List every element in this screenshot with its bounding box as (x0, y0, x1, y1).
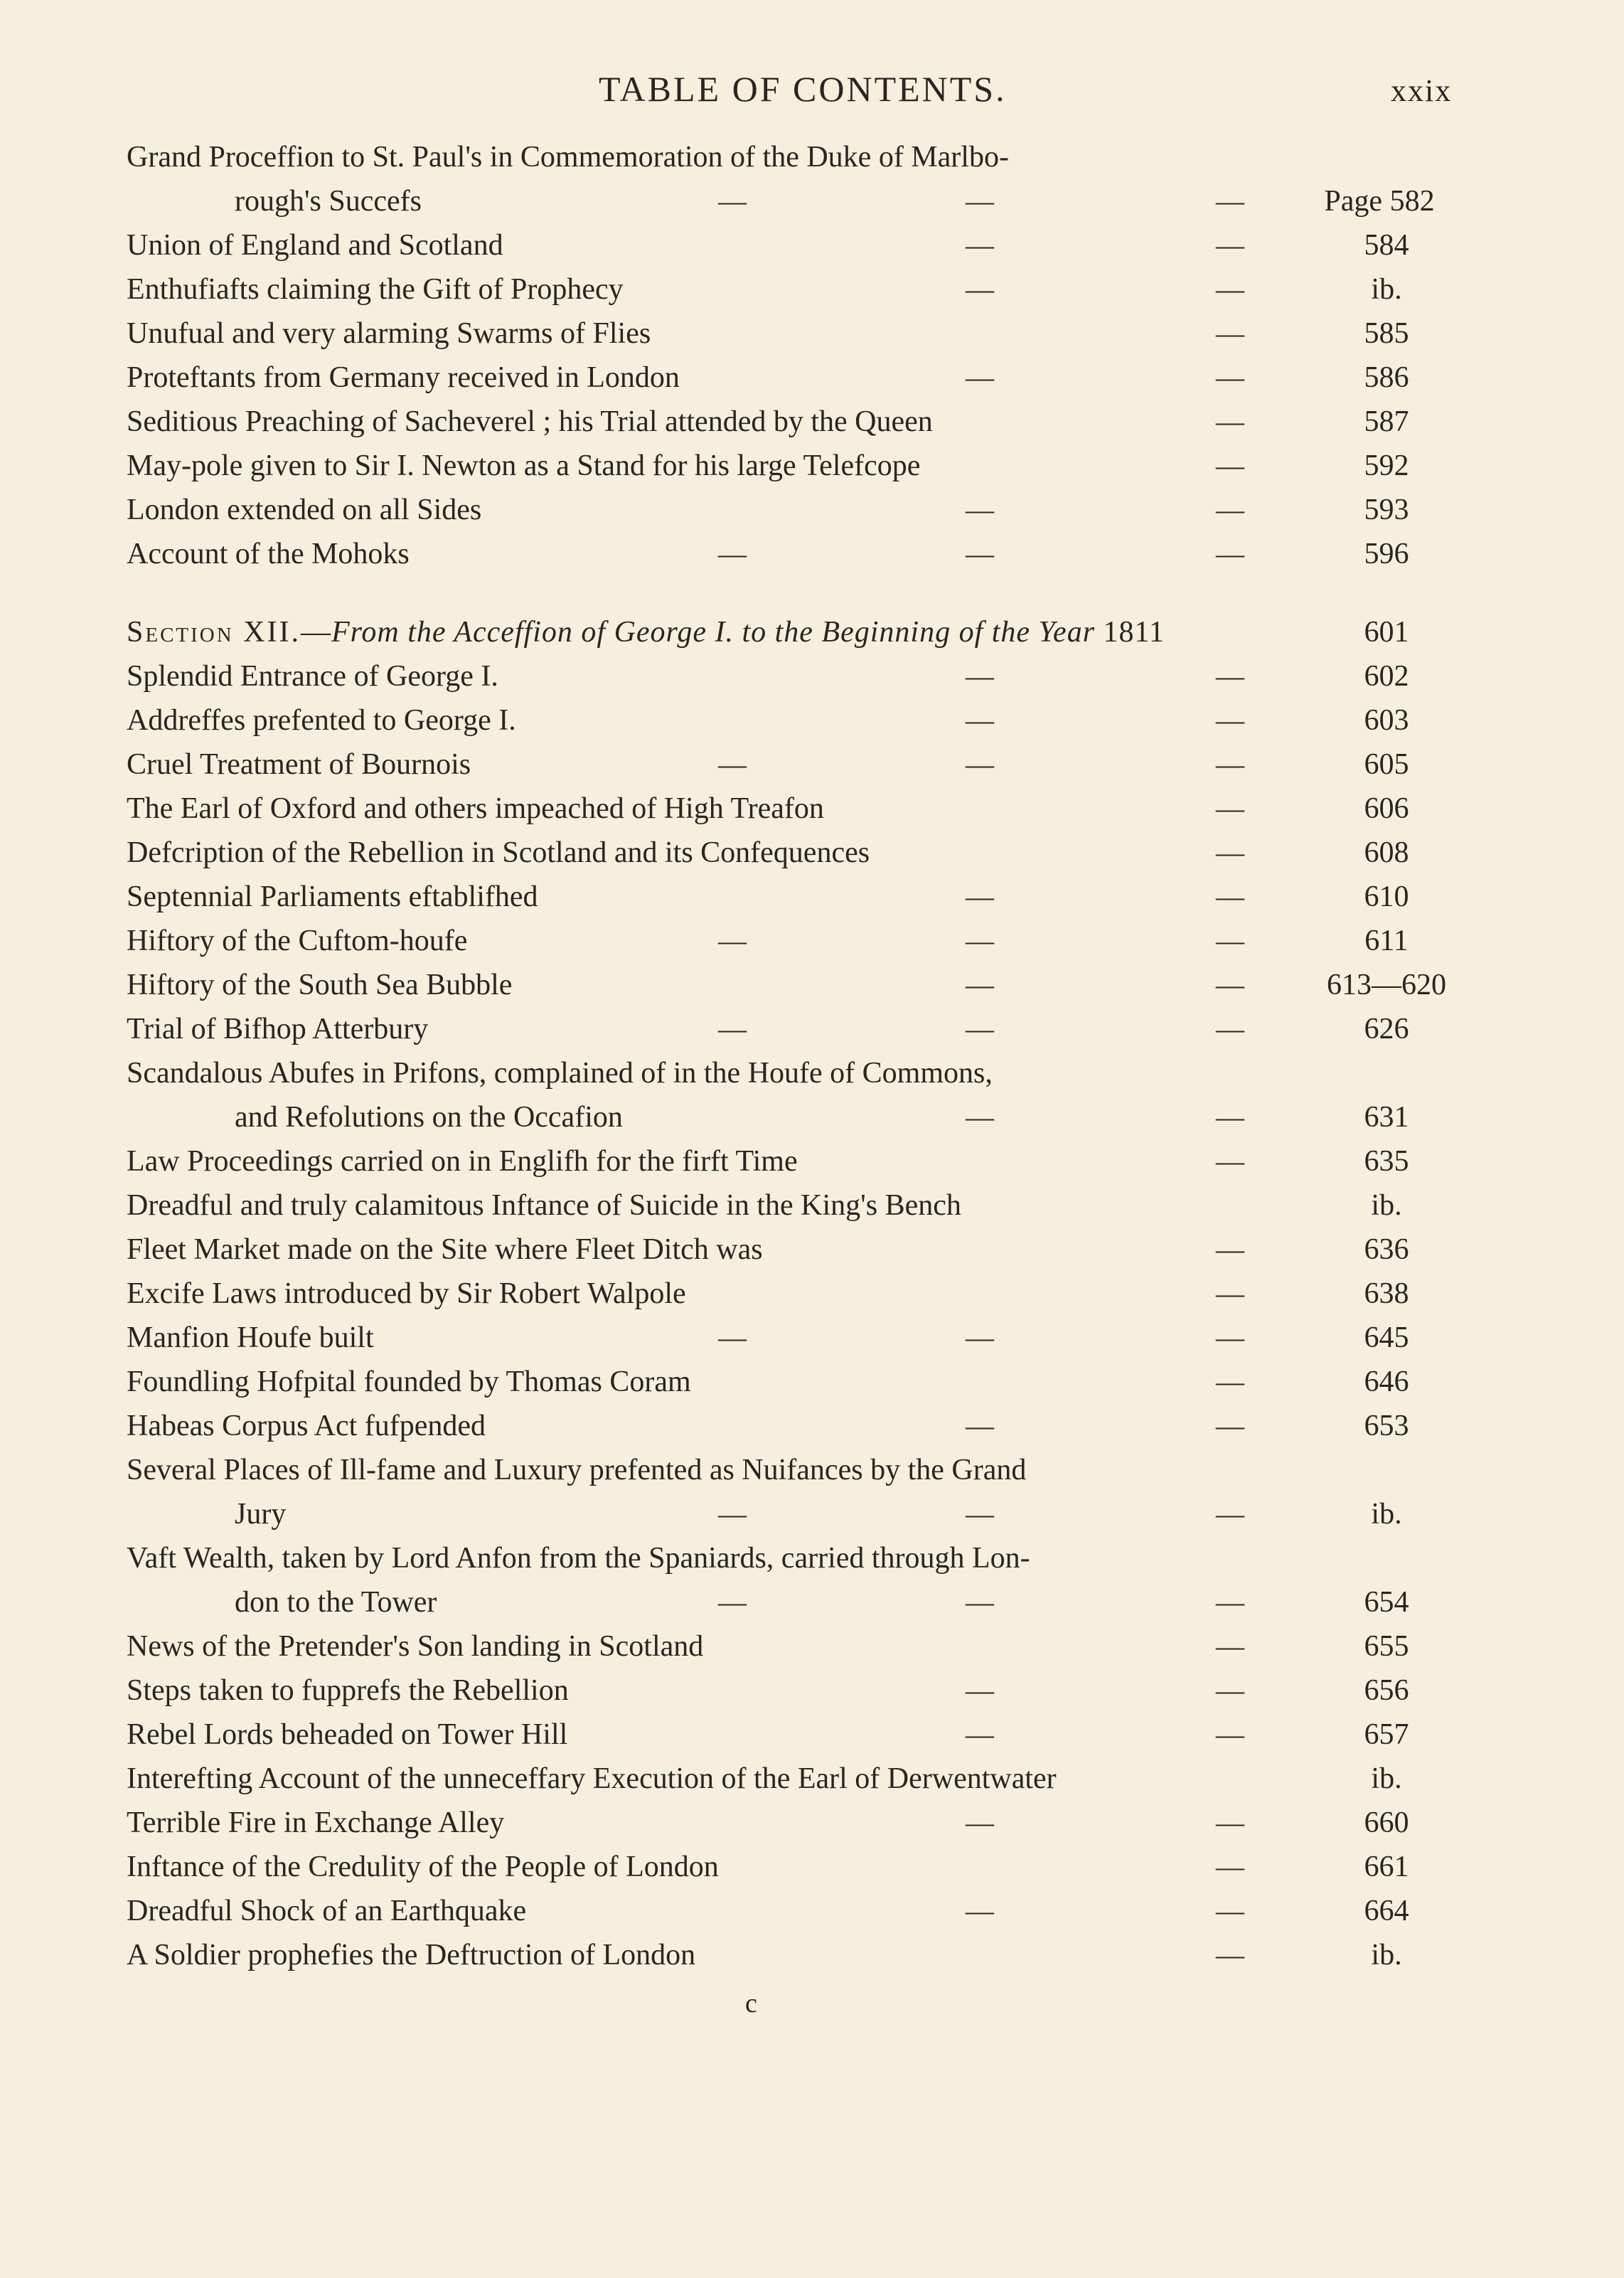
toc-entry-line (107, 356, 1458, 400)
toc-entry-text: News of the Pretender's Son landing in Scotland (127, 1630, 704, 1663)
leader-dash: — (1216, 273, 1244, 305)
toc-page-number: 586 (1364, 361, 1409, 394)
leader-dash: — (1216, 836, 1244, 868)
leader-dash: — (966, 1101, 994, 1133)
toc-entry (107, 223, 1458, 267)
toc-entry (107, 654, 1458, 698)
leader-dash: — (966, 229, 994, 261)
toc-entry-line (107, 1228, 1458, 1272)
leader-dash: — (1216, 1895, 1244, 1927)
toc-page-number: 587 (1364, 405, 1409, 438)
toc-page-number: 635 (1364, 1145, 1409, 1178)
toc-page-number: 660 (1364, 1806, 1409, 1839)
leader-dash: — (966, 494, 994, 526)
toc-entry-text: May-pole given to Sir I. Newton as a Stand for his large Telefcope (127, 449, 921, 482)
toc-entry-line (107, 1845, 1458, 1889)
toc-entry-text: Vaft Wealth, taken by Lord Anfon from the Spaniards, carried through Lon- (127, 1542, 1030, 1575)
toc-page-number: 592 (1364, 449, 1409, 482)
toc-entry (107, 400, 1458, 444)
toc-entry-line (107, 1713, 1458, 1757)
toc-entry-line (107, 1316, 1458, 1360)
leader-dash: — (1216, 1630, 1244, 1662)
toc-entry-text: Enthufiafts claiming the Gift of Prophecy (127, 273, 624, 306)
leader-dash: — (1216, 1586, 1244, 1618)
toc-page-number: 626 (1364, 1013, 1409, 1045)
toc-entry-text: Cruel Treatment of Bournois (127, 748, 471, 781)
toc-page-number: 664 (1364, 1895, 1409, 1927)
toc-entry-text: Hiftory of the Cuftom-houfe (127, 925, 468, 957)
leader-dash: — (1216, 1410, 1244, 1442)
toc-entry (107, 1536, 1458, 1624)
page-title: TABLE OF CONTENTS. (599, 69, 1007, 109)
toc-entry-line (107, 444, 1458, 488)
toc-entry (107, 787, 1458, 831)
toc-entry-line (107, 1360, 1458, 1404)
toc-entry-text: and Refolutions on the Occafion (235, 1101, 623, 1134)
section-heading (107, 610, 1458, 654)
leader-dash: — (966, 969, 994, 1001)
toc-page-number: 661 (1364, 1851, 1409, 1883)
toc-entry-text: Several Places of Ill-fame and Luxury prefented as Nuifances by the Grand (127, 1454, 1027, 1486)
leader-dash: — (718, 1498, 747, 1530)
toc-entry-text: Splendid Entrance of George I. (127, 660, 498, 693)
toc-entry-line (107, 831, 1458, 875)
leader-dash: — (1216, 449, 1244, 481)
toc-page-number: 602 (1364, 660, 1409, 693)
leader-dash: — (1216, 229, 1244, 261)
toc-entry (107, 1889, 1458, 1933)
leader-dash: — (966, 1498, 994, 1530)
toc-entry-line (107, 698, 1458, 743)
leader-dash: — (1216, 969, 1244, 1001)
leader-dash: — (966, 925, 994, 957)
toc-entry (107, 1007, 1458, 1051)
toc-entry-line (107, 654, 1458, 698)
leader-dash: — (1216, 925, 1244, 957)
toc-entry-text: Seditious Preaching of Sacheverel ; his Trial attended by the Queen (127, 405, 933, 438)
leader-dash: — (718, 185, 747, 217)
toc-page-number: 605 (1364, 748, 1409, 781)
leader-dash: — (718, 1586, 747, 1618)
leader-dash: — (966, 704, 994, 736)
toc-entry (107, 1404, 1458, 1448)
leader-dash: — (718, 1013, 747, 1045)
section-title: From the Acceffion of George I. to the Beginning of the Year (331, 616, 1096, 649)
toc-entry-continuation (107, 179, 1458, 223)
toc-page-number: 610 (1364, 880, 1409, 913)
table-of-contents (107, 135, 1458, 1977)
toc-entry (107, 831, 1458, 875)
toc-entry-line (107, 875, 1458, 919)
toc-entry-line (107, 743, 1458, 787)
toc-entry (107, 135, 1458, 223)
toc-entry-line (107, 1404, 1458, 1448)
toc-entry-line (107, 1933, 1458, 1977)
toc-entry-text: Jury (235, 1498, 287, 1531)
leader-dash: — (1216, 1718, 1244, 1750)
toc-entry-line (107, 488, 1458, 532)
leader-dash: — (1216, 1101, 1244, 1133)
toc-page-number: 646 (1364, 1366, 1409, 1398)
toc-entry-text: Fleet Market made on the Site where Fleet Ditch was (127, 1233, 763, 1266)
toc-entry-text: Addreffes prefented to George I. (127, 704, 516, 737)
toc-entry-text: Dreadful and truly calamitous Inftance of Suicide in the King's Bench (127, 1189, 961, 1222)
toc-entry (107, 698, 1458, 743)
leader-dash: — (718, 925, 747, 957)
toc-page-number: 656 (1364, 1674, 1409, 1707)
toc-entry-text: Interefting Account of the unneceffary Execution of the Earl of Derwentwater (127, 1762, 1057, 1795)
toc-entry-text: A Soldier prophefies the Deftruction of London (127, 1939, 696, 1971)
toc-page-number: ib. (1371, 1189, 1402, 1222)
toc-page-number: 606 (1364, 792, 1409, 825)
leader-dash: — (1216, 1321, 1244, 1353)
toc-page-number: 611 (1364, 925, 1409, 957)
leader-dash: — (718, 538, 747, 570)
toc-entry-text: rough's Succefs (235, 185, 422, 218)
toc-entry (107, 1933, 1458, 1977)
toc-entry (107, 488, 1458, 532)
leader-dash: — (1216, 1366, 1244, 1398)
page-folio: xxix (1391, 73, 1453, 108)
toc-page-number: 654 (1364, 1586, 1409, 1619)
toc-entry (107, 1713, 1458, 1757)
leader-dash: — (718, 1321, 747, 1353)
toc-entry-text: Grand Proceffion to St. Paul's in Commemoration of the Duke of Marlbo- (127, 141, 1009, 174)
toc-entry-line (107, 919, 1458, 963)
toc-entry (107, 356, 1458, 400)
toc-entry (107, 267, 1458, 312)
toc-entry-line (107, 135, 1458, 179)
leader-dash: — (1216, 361, 1244, 393)
toc-entry-line (107, 1757, 1458, 1801)
section-heading-text (127, 610, 1165, 654)
toc-entry-line (107, 1536, 1458, 1580)
signature-mark: c (745, 1989, 757, 2018)
leader-dash: — (1216, 1806, 1244, 1838)
toc-page-number: 608 (1364, 836, 1409, 869)
toc-entry-text: The Earl of Oxford and others impeached of High Treafon (127, 792, 824, 825)
toc-entry-line (107, 1139, 1458, 1183)
page-header (0, 68, 1624, 118)
toc-entry-text: Habeas Corpus Act fufpended (127, 1410, 486, 1442)
toc-entry (107, 1801, 1458, 1845)
toc-entry-text: Inftance of the Credulity of the People of London (127, 1851, 719, 1883)
toc-entry-text: Terrible Fire in Exchange Alley (127, 1806, 505, 1839)
leader-dash: — (1216, 1674, 1244, 1706)
leader-dash: — (966, 361, 994, 393)
toc-page-number: ib. (1371, 1498, 1402, 1531)
leader-dash: — (1216, 1277, 1244, 1309)
toc-entry (107, 1316, 1458, 1360)
toc-page-number: 636 (1364, 1233, 1409, 1266)
toc-entry (107, 1183, 1458, 1228)
toc-entry (107, 532, 1458, 576)
toc-entry-line (107, 1183, 1458, 1228)
toc-entry (107, 963, 1458, 1007)
toc-page-number: 593 (1364, 494, 1409, 526)
toc-entry (107, 312, 1458, 356)
toc-page-number: 584 (1364, 229, 1409, 262)
leader-dash: — (1216, 660, 1244, 692)
toc-entry-text: Manfion Houfe built (127, 1321, 374, 1354)
leader-dash: — (966, 1410, 994, 1442)
toc-entry (107, 1448, 1458, 1536)
toc-entry-text: Excife Laws introduced by Sir Robert Walpole (127, 1277, 686, 1310)
toc-entry-continuation (107, 1580, 1458, 1624)
toc-entry-line (107, 1801, 1458, 1845)
toc-entry (107, 1845, 1458, 1889)
leader-dash: — (718, 748, 747, 780)
leader-dash: — (966, 1718, 994, 1750)
toc-entry-text: Proteftants from Germany received in London (127, 361, 680, 394)
toc-page-number: 645 (1364, 1321, 1409, 1354)
toc-entry (107, 743, 1458, 787)
toc-entry-text: Rebel Lords beheaded on Tower Hill (127, 1718, 568, 1751)
leader-dash: — (1216, 880, 1244, 912)
leader-dash: — (966, 538, 994, 570)
leader-dash: — (966, 1674, 994, 1706)
leader-dash: — (1216, 317, 1244, 349)
leader-dash: — (1216, 704, 1244, 736)
toc-entry (107, 1757, 1458, 1801)
toc-entry-line (107, 1007, 1458, 1051)
toc-page-number: 638 (1364, 1277, 1409, 1310)
section-dash: — (300, 616, 331, 649)
section-label: Section XII. (127, 616, 301, 649)
toc-entry (107, 1624, 1458, 1668)
section-year: 1811 (1103, 616, 1165, 649)
leader-dash: — (1216, 185, 1244, 217)
toc-entry (107, 1051, 1458, 1139)
toc-entry-line (107, 1272, 1458, 1316)
leader-dash: — (966, 1806, 994, 1838)
toc-entry-continuation (107, 1492, 1458, 1536)
leader-dash: — (966, 1013, 994, 1045)
toc-page-number: 657 (1364, 1718, 1409, 1751)
toc-entry (107, 1228, 1458, 1272)
toc-page-number: 631 (1364, 1101, 1409, 1134)
leader-dash: — (1216, 1498, 1244, 1530)
toc-page-number: ib. (1371, 273, 1402, 306)
leader-dash: — (1216, 792, 1244, 824)
toc-entry (107, 1139, 1458, 1183)
leader-dash: — (1216, 1233, 1244, 1265)
toc-entry-line (107, 1448, 1458, 1492)
toc-entry-line (107, 400, 1458, 444)
toc-page-number: 603 (1364, 704, 1409, 737)
toc-page-number: ib. (1371, 1939, 1402, 1971)
section-gap (107, 576, 1458, 610)
toc-entry-text: Unufual and very alarming Swarms of Flies (127, 317, 651, 350)
leader-dash: — (966, 185, 994, 217)
leader-dash: — (966, 880, 994, 912)
toc-entry-line (107, 963, 1458, 1007)
toc-entry-text: Hiftory of the South Sea Bubble (127, 969, 513, 1001)
toc-entry-continuation (107, 1095, 1458, 1139)
toc-entry-text: don to the Tower (235, 1586, 437, 1619)
leader-dash: — (966, 660, 994, 692)
toc-entry-line (107, 1889, 1458, 1933)
leader-dash: — (1216, 1145, 1244, 1177)
toc-entry-line (107, 787, 1458, 831)
toc-entry (107, 875, 1458, 919)
leader-dash: — (1216, 405, 1244, 437)
toc-entry-text: Steps taken to fupprefs the Rebellion (127, 1674, 569, 1707)
leader-dash: — (1216, 748, 1244, 780)
toc-entry (107, 1668, 1458, 1713)
toc-entry-text: Defcription of the Rebellion in Scotland and its Confequences (127, 836, 870, 869)
toc-page-number: 601 (1364, 616, 1409, 649)
leader-dash: — (966, 273, 994, 305)
toc-entry-line (107, 1668, 1458, 1713)
toc-page-number: 585 (1364, 317, 1409, 350)
toc-entry-text: Dreadful Shock of an Earthquake (127, 1895, 527, 1927)
leader-dash: — (1216, 1013, 1244, 1045)
toc-entry (107, 444, 1458, 488)
toc-entry-line (107, 312, 1458, 356)
toc-entry-text: Septennial Parliaments eftablifhed (127, 880, 538, 913)
toc-page-number: 655 (1364, 1630, 1409, 1663)
toc-entry (107, 919, 1458, 963)
toc-entry-text: Trial of Bifhop Atterbury (127, 1013, 429, 1045)
toc-entry-line (107, 1624, 1458, 1668)
toc-entry-line (107, 532, 1458, 576)
toc-entry-text: London extended on all Sides (127, 494, 482, 526)
leader-dash: — (1216, 1939, 1244, 1971)
leader-dash: — (966, 1586, 994, 1618)
toc-page-number: Page 582 (1324, 185, 1435, 218)
toc-entry-text: Union of England and Scotland (127, 229, 503, 262)
toc-entry-text: Account of the Mohoks (127, 538, 410, 570)
toc-entry-line (107, 267, 1458, 312)
leader-dash: — (966, 748, 994, 780)
toc-page-number: ib. (1371, 1762, 1402, 1795)
toc-entry-text: Law Proceedings carried on in Englifh for the firft Time (127, 1145, 798, 1178)
toc-page-number: 613—620 (1327, 969, 1446, 1001)
leader-dash: — (966, 1895, 994, 1927)
toc-entry-text: Scandalous Abufes in Prifons, complained of in the Houfe of Commons, (127, 1057, 993, 1090)
toc-page-number: 653 (1364, 1410, 1409, 1442)
toc-entry-line (107, 1051, 1458, 1095)
toc-page-number: 596 (1364, 538, 1409, 570)
toc-entry-text: Foundling Hofpital founded by Thomas Coram (127, 1366, 691, 1398)
leader-dash: — (1216, 538, 1244, 570)
leader-dash: — (1216, 494, 1244, 526)
leader-dash: — (966, 1321, 994, 1353)
toc-entry (107, 1272, 1458, 1316)
toc-entry-line (107, 223, 1458, 267)
leader-dash: — (1216, 1851, 1244, 1883)
toc-entry (107, 1360, 1458, 1404)
